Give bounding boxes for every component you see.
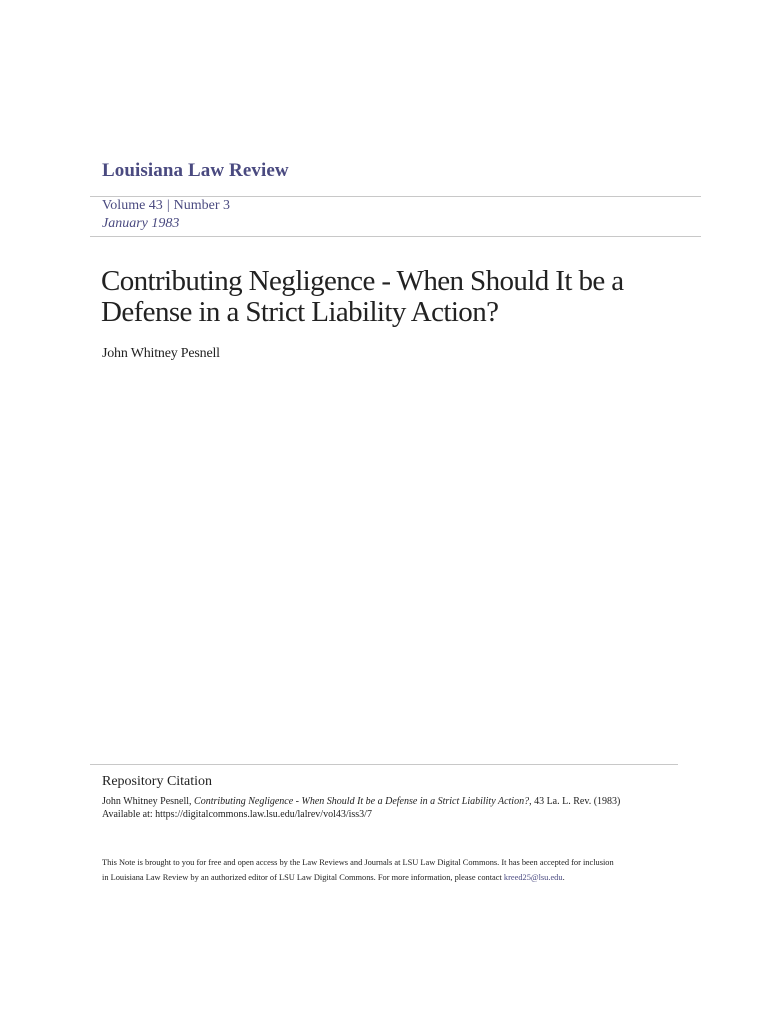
repository-citation [102,795,702,821]
author-name: John Whitney Pesnell [102,346,220,361]
volume-link[interactable]: Volume 43 [102,198,163,213]
citation-title: Contributing Negligence - When Should It be a Defense in a Strict Liability Action? [194,796,530,807]
divider-mid [90,236,701,237]
open-access-notice [102,855,682,885]
notice-trailing: . [562,873,565,882]
journal-title[interactable]: Louisiana Law Review [102,160,289,181]
issue-separator: | [166,198,170,213]
number-link[interactable]: Number 3 [173,198,231,213]
divider-footer [90,764,678,765]
citation-url[interactable]: Available at: https://digitalcommons.law.lsu.edu/lalrev/vol43/iss3/7 [102,809,372,820]
contact-email-link[interactable]: kreed25@lsu.edu [503,873,563,882]
repository-citation-heading: Repository Citation [102,774,213,789]
divider-top [90,196,701,197]
issue-date: January 1983 [102,216,180,231]
notice-line-1: This Note is brought to you for free and open access by the Law Reviews and Journals at LSU Law Digital Commons. It has been accepted for inclusion [102,858,614,867]
notice-line-2: in Louisiana Law Review by an authorized editor of LSU Law Digital Commons. For more information, please contact [102,873,504,882]
citation-author: John Whitney Pesnell, [102,796,195,807]
citation-source: , 43 La. L. Rev. (1983) [529,796,621,807]
article-title: Contributing Negligence - When Should It be a Defense in a Strict Liability Action? [101,265,624,328]
issue-line [102,198,230,214]
